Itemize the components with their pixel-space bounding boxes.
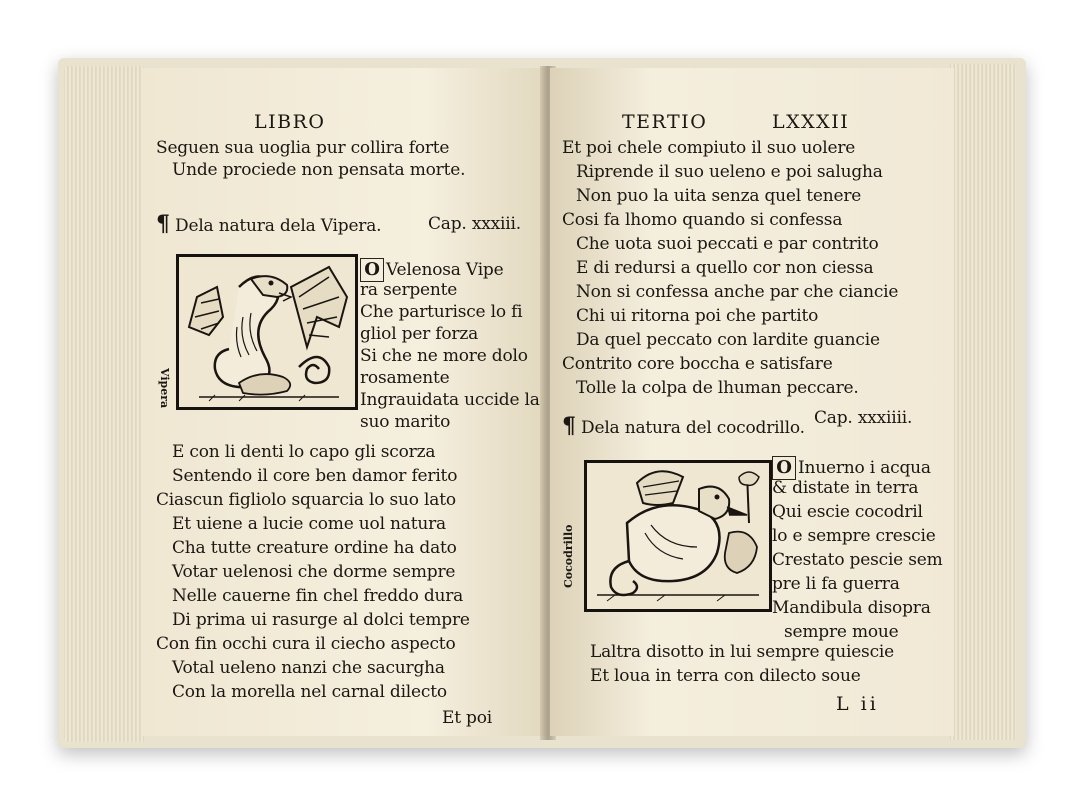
right-line-top-2: Riprende il suo ueleno e poi salugha [576, 162, 883, 182]
left-beside-line-7: Ingrauidata uccide la [360, 390, 540, 410]
right-beside-line-7: Mandibula disopra [772, 598, 931, 618]
viper-woodcut [176, 254, 358, 410]
right-line-top-8: Chi ui ritorna poi che partito [576, 306, 819, 326]
right-running-header: TERTIO [622, 111, 708, 133]
left-bottom-line-7: Nelle cauerne fin chel freddo dura [172, 586, 464, 606]
right-chapter-heading [562, 413, 805, 439]
left-running-header: LIBRO [254, 111, 326, 133]
left-catchword: Et poi [442, 708, 492, 728]
left-bottom-line-10: Votal ueleno nanzi che sacurgha [172, 658, 445, 678]
right-line-top-5: Che uota suoi peccati e par contrito [576, 234, 879, 254]
right-line-top-10: Contrito core boccha e satisfare [562, 354, 833, 374]
left-beside-line-2: ra serpente [360, 280, 458, 300]
left-beside-line-5: Si che ne more dolo [360, 346, 528, 366]
right-bottom-line-2: Et loua in terra con dilecto soue [590, 666, 861, 686]
left-bottom-line-2: Sentendo il core ben damor ferito [172, 466, 458, 486]
crocodile-illustration [587, 463, 769, 609]
left-bottom-line-3: Ciascun figliolo squarcia lo suo lato [156, 490, 456, 510]
crocodile-woodcut [584, 460, 772, 612]
signature-mark: L ii [836, 693, 879, 715]
left-beside-line-6: rosamente [360, 368, 450, 388]
right-line-top-11: Tolle la colpa de lhuman peccare. [576, 378, 859, 398]
right-beside-line-5: Crestato pescie sem [772, 550, 943, 570]
right-line-top-3: Non puo la uita senza quel tenere [576, 186, 862, 206]
viper-illustration [179, 257, 355, 407]
right-beside-line-1 [772, 456, 931, 480]
left-beside-line-8: suo marito [360, 412, 451, 432]
left-bottom-line-5: Cha tutte creature ordine ha dato [172, 538, 457, 558]
right-beside-line-3: Qui escie cocodril [772, 502, 923, 522]
chapter-title: Dela natura del cocodrillo. [581, 418, 805, 438]
left-chapter-heading [156, 211, 382, 237]
right-line-top-7: Non si confessa anche par che ciancie [576, 282, 899, 302]
page-edges-right [950, 64, 1016, 740]
chapter-marker: ¶ [562, 413, 576, 439]
right-beside-1-text: Inuerno i acqua [798, 458, 931, 478]
left-beside-line-3: Che parturisce lo fi [360, 302, 523, 322]
left-line-top-1: Seguen sua uoglia pur collira forte [156, 138, 450, 158]
right-bottom-line-1: Laltra disotto in lui sempre quiescie [590, 642, 895, 662]
viper-initial: O [360, 258, 384, 282]
left-bottom-line-9: Con fin occhi cura il ciecho aspecto [156, 634, 456, 654]
left-bottom-line-4: Et uiene a lucie come uol natura [172, 514, 446, 534]
right-line-top-1: Et poi chele compiuto il suo uolere [562, 138, 856, 158]
right-line-top-9: Da quel peccato con lardite guancie [576, 330, 880, 350]
right-page [550, 68, 954, 736]
right-beside-line-2: & distate in terra [772, 478, 919, 498]
left-bottom-line-8: Di prima ui rasurge al dolci tempre [172, 610, 470, 630]
chapter-marker: ¶ [156, 211, 170, 237]
chapter-title: Dela natura dela Vipera. [175, 216, 382, 236]
left-bottom-line-1: E con li denti lo capo gli scorza [172, 442, 436, 462]
left-line-top-2: Unde prociede non pensata morte. [172, 160, 466, 180]
left-chapter-number: Cap. xxxiii. [428, 214, 521, 234]
folio-number: LXXXII [772, 111, 850, 133]
left-beside-1-text: Velenosa Vipe [386, 260, 504, 280]
left-bottom-line-11: Con la morella nel carnal dilecto [172, 682, 447, 702]
viper-side-label: Vipera [158, 368, 171, 409]
right-beside-line-8: sempre moue [784, 622, 899, 642]
left-beside-line-1 [360, 258, 503, 282]
right-beside-line-4: lo e sempre crescie [772, 526, 936, 546]
left-beside-line-4: gliol per forza [360, 324, 479, 344]
right-line-top-6: E di redursi a quello cor non ciessa [576, 258, 874, 278]
right-beside-line-6: pre li fa guerra [772, 574, 900, 594]
page-edges-left [64, 66, 144, 742]
left-page [142, 68, 546, 736]
crocodile-initial: O [772, 456, 796, 480]
left-bottom-line-6: Votar uelenosi che dorme sempre [172, 562, 456, 582]
crocodile-side-label: Cocodrillo [562, 524, 575, 588]
right-line-top-4: Cosi fa lhomo quando si confessa [562, 210, 843, 230]
right-chapter-number: Cap. xxxiiii. [814, 408, 913, 428]
